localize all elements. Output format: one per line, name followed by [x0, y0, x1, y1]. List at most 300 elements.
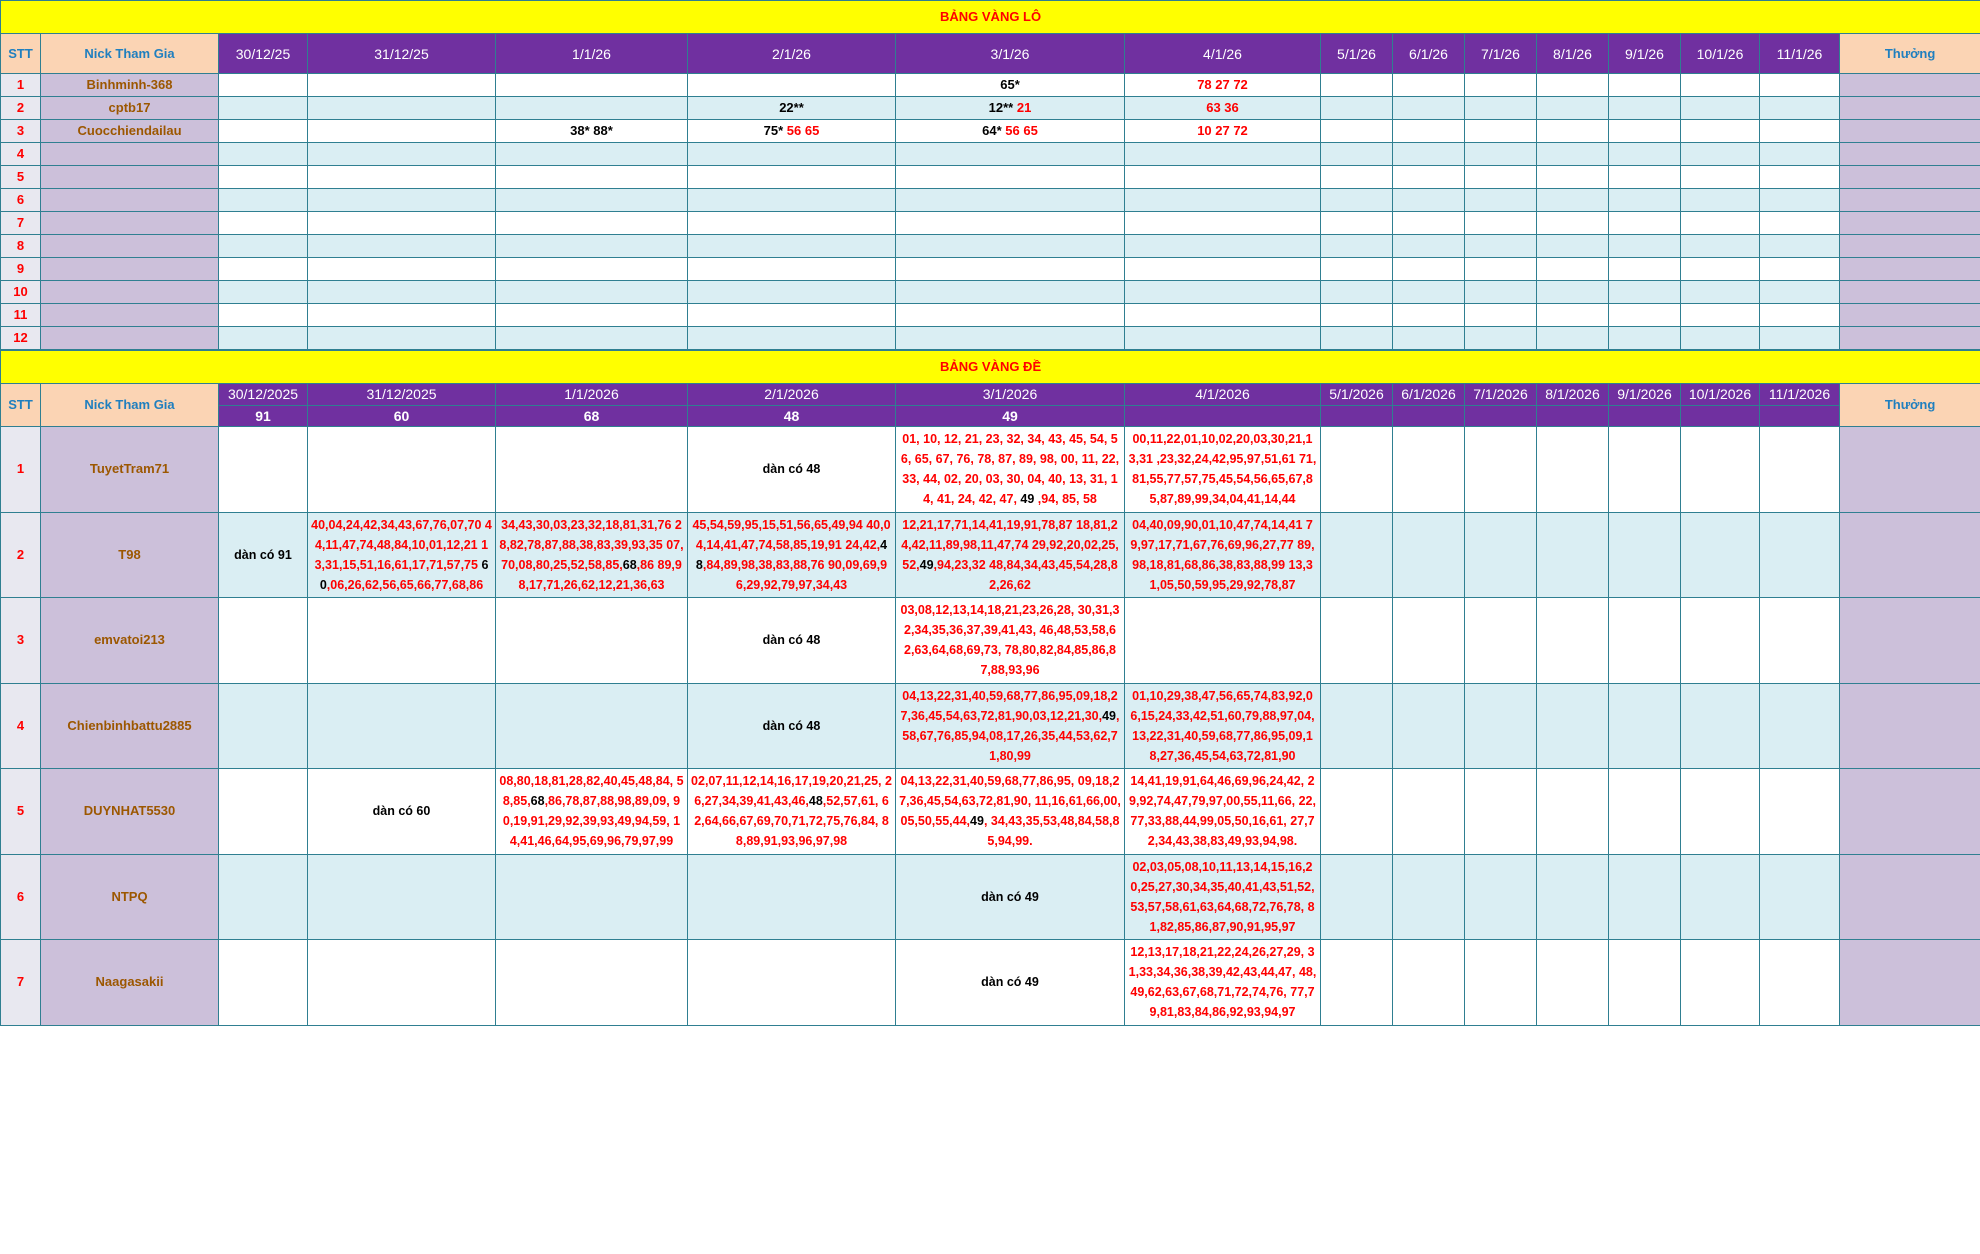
- prediction-cell[interactable]: [1321, 940, 1393, 1026]
- prediction-cell[interactable]: [1760, 189, 1840, 212]
- prediction-cell[interactable]: [1681, 769, 1760, 855]
- prediction-cell[interactable]: [308, 304, 496, 327]
- prediction-cell[interactable]: [1760, 327, 1840, 350]
- prediction-cell[interactable]: [1465, 74, 1537, 97]
- prediction-cell[interactable]: [896, 940, 1125, 1026]
- prediction-cell[interactable]: [1537, 235, 1609, 258]
- prediction-cell[interactable]: [688, 512, 896, 598]
- prediction-cell[interactable]: [1125, 258, 1321, 281]
- prediction-cell[interactable]: [1609, 854, 1681, 940]
- prediction-cell[interactable]: [1465, 512, 1537, 598]
- prediction-cell[interactable]: [219, 683, 308, 769]
- participant-nick[interactable]: [41, 258, 219, 281]
- prediction-cell[interactable]: [1321, 427, 1393, 513]
- prediction-cell[interactable]: [1125, 427, 1321, 513]
- reward-cell[interactable]: [1840, 212, 1980, 235]
- prediction-cell[interactable]: [1321, 97, 1393, 120]
- prediction-cell[interactable]: [219, 512, 308, 598]
- prediction-cell[interactable]: [1537, 940, 1609, 1026]
- participant-nick[interactable]: [41, 281, 219, 304]
- prediction-cell[interactable]: [308, 427, 496, 513]
- prediction-cell[interactable]: [896, 120, 1125, 143]
- prediction-cell[interactable]: [688, 281, 896, 304]
- prediction-cell[interactable]: [1681, 212, 1760, 235]
- prediction-cell[interactable]: [219, 327, 308, 350]
- prediction-cell[interactable]: [896, 281, 1125, 304]
- result-number: 68: [496, 406, 688, 427]
- prediction-cell[interactable]: [1393, 304, 1465, 327]
- reward-cell[interactable]: [1840, 683, 1980, 769]
- prediction-cell[interactable]: [1321, 854, 1393, 940]
- prediction-cell[interactable]: [1537, 74, 1609, 97]
- prediction-cell[interactable]: [1760, 166, 1840, 189]
- prediction-cell[interactable]: [1465, 854, 1537, 940]
- prediction-cell[interactable]: [219, 598, 308, 684]
- prediction-cell[interactable]: [1125, 512, 1321, 598]
- prediction-cell[interactable]: [688, 598, 896, 684]
- reward-cell[interactable]: [1840, 940, 1980, 1026]
- prediction-cell[interactable]: [1609, 97, 1681, 120]
- prediction-cell[interactable]: [1393, 769, 1465, 855]
- reward-cell[interactable]: [1840, 97, 1980, 120]
- prediction-cell[interactable]: [1321, 304, 1393, 327]
- prediction-cell[interactable]: [1393, 189, 1465, 212]
- reward-cell[interactable]: [1840, 512, 1980, 598]
- participant-nick[interactable]: [41, 327, 219, 350]
- prediction-cell[interactable]: [1465, 97, 1537, 120]
- table-row: [1, 281, 1980, 304]
- prediction-cell[interactable]: [1537, 769, 1609, 855]
- prediction-cell[interactable]: [1393, 74, 1465, 97]
- prediction-cell[interactable]: [1609, 120, 1681, 143]
- prediction-cell[interactable]: [496, 854, 688, 940]
- prediction-cell[interactable]: [896, 235, 1125, 258]
- reward-cell[interactable]: [1840, 281, 1980, 304]
- prediction-cell[interactable]: [219, 120, 308, 143]
- reward-cell[interactable]: [1840, 74, 1980, 97]
- prediction-cell[interactable]: [1609, 189, 1681, 212]
- result-number: [1537, 406, 1609, 427]
- reward-cell[interactable]: [1840, 143, 1980, 166]
- prediction-cell[interactable]: [896, 166, 1125, 189]
- prediction-cell[interactable]: [496, 427, 688, 513]
- prediction-cell[interactable]: [496, 327, 688, 350]
- prediction-cell[interactable]: [496, 166, 688, 189]
- cell-text: 65*: [1000, 77, 1020, 92]
- prediction-cell[interactable]: [308, 74, 496, 97]
- prediction-cell[interactable]: [1760, 598, 1840, 684]
- prediction-cell[interactable]: [496, 189, 688, 212]
- prediction-cell[interactable]: [688, 427, 896, 513]
- prediction-cell[interactable]: [219, 281, 308, 304]
- prediction-cell[interactable]: [1609, 74, 1681, 97]
- prediction-cell[interactable]: [1537, 189, 1609, 212]
- prediction-cell[interactable]: [1681, 304, 1760, 327]
- cell-text: 56 65: [1005, 123, 1038, 138]
- reward-cell[interactable]: [1840, 427, 1980, 513]
- prediction-cell[interactable]: [496, 683, 688, 769]
- prediction-cell[interactable]: [219, 189, 308, 212]
- prediction-cell[interactable]: [1321, 598, 1393, 684]
- cell-text: ,84,89,98,38,83,88,76 90,09,69,96,29,92,79,97,34,43: [702, 557, 888, 592]
- prediction-cell[interactable]: [1609, 327, 1681, 350]
- prediction-cell[interactable]: [1760, 235, 1840, 258]
- prediction-cell[interactable]: [308, 97, 496, 120]
- reward-cell[interactable]: [1840, 189, 1980, 212]
- prediction-cell[interactable]: [496, 598, 688, 684]
- prediction-cell[interactable]: [496, 512, 688, 598]
- prediction-cell[interactable]: [219, 258, 308, 281]
- prediction-cell[interactable]: [219, 854, 308, 940]
- participant-nick[interactable]: [41, 143, 219, 166]
- cell-text: dàn có 48: [762, 718, 821, 733]
- prediction-cell[interactable]: [688, 74, 896, 97]
- date-header: 11/1/2026: [1760, 384, 1840, 406]
- prediction-cell[interactable]: [688, 97, 896, 120]
- prediction-cell[interactable]: [1321, 281, 1393, 304]
- prediction-cell[interactable]: [1321, 769, 1393, 855]
- prediction-cell[interactable]: [1760, 683, 1840, 769]
- prediction-cell[interactable]: [896, 97, 1125, 120]
- reward-cell[interactable]: [1840, 304, 1980, 327]
- prediction-cell[interactable]: [219, 74, 308, 97]
- reward-cell[interactable]: [1840, 166, 1980, 189]
- prediction-cell[interactable]: [1760, 74, 1840, 97]
- prediction-cell[interactable]: [1760, 427, 1840, 513]
- prediction-cell[interactable]: [1609, 512, 1681, 598]
- prediction-cell[interactable]: [1393, 427, 1465, 513]
- prediction-cell[interactable]: [1681, 74, 1760, 97]
- prediction-cell[interactable]: [896, 143, 1125, 166]
- prediction-cell[interactable]: [219, 166, 308, 189]
- prediction-cell[interactable]: [308, 258, 496, 281]
- prediction-cell[interactable]: [1760, 258, 1840, 281]
- prediction-cell[interactable]: [1125, 327, 1321, 350]
- participant-nick[interactable]: T98: [41, 512, 219, 598]
- prediction-cell[interactable]: [1760, 940, 1840, 1026]
- prediction-cell[interactable]: [1537, 281, 1609, 304]
- prediction-cell[interactable]: [219, 235, 308, 258]
- participant-nick[interactable]: DUYNHAT5530: [41, 769, 219, 855]
- prediction-cell[interactable]: [1681, 512, 1760, 598]
- prediction-cell[interactable]: [219, 427, 308, 513]
- prediction-cell[interactable]: [496, 74, 688, 97]
- cell-text: 02,07,11,12,14,16,17,19,20,21,25, 26,27,34,39,41,43,46,: [691, 774, 892, 809]
- prediction-cell[interactable]: [1465, 235, 1537, 258]
- prediction-cell[interactable]: [1393, 940, 1465, 1026]
- date-header: 3/1/2026: [896, 384, 1125, 406]
- prediction-cell[interactable]: [1537, 258, 1609, 281]
- result-number: 91: [219, 406, 308, 427]
- prediction-cell[interactable]: [219, 769, 308, 855]
- prediction-cell[interactable]: [1125, 143, 1321, 166]
- prediction-cell[interactable]: [688, 189, 896, 212]
- prediction-cell[interactable]: [1760, 97, 1840, 120]
- prediction-cell[interactable]: [896, 74, 1125, 97]
- prediction-cell[interactable]: [1321, 212, 1393, 235]
- prediction-cell[interactable]: [1609, 258, 1681, 281]
- prediction-cell[interactable]: [1609, 235, 1681, 258]
- prediction-cell[interactable]: [1321, 683, 1393, 769]
- prediction-cell[interactable]: [1393, 854, 1465, 940]
- prediction-cell[interactable]: [688, 120, 896, 143]
- prediction-cell[interactable]: [308, 512, 496, 598]
- prediction-cell[interactable]: [1760, 281, 1840, 304]
- prediction-cell[interactable]: [1321, 512, 1393, 598]
- prediction-cell[interactable]: [496, 235, 688, 258]
- prediction-cell[interactable]: [496, 940, 688, 1026]
- prediction-cell[interactable]: [308, 940, 496, 1026]
- prediction-cell[interactable]: [1537, 97, 1609, 120]
- prediction-cell[interactable]: [308, 281, 496, 304]
- prediction-cell[interactable]: [1681, 281, 1760, 304]
- prediction-cell[interactable]: [1609, 166, 1681, 189]
- participant-nick[interactable]: Naagasakii: [41, 940, 219, 1026]
- prediction-cell[interactable]: [1609, 304, 1681, 327]
- prediction-cell[interactable]: [688, 143, 896, 166]
- prediction-cell[interactable]: [896, 427, 1125, 513]
- prediction-cell[interactable]: [1321, 327, 1393, 350]
- prediction-cell[interactable]: [1681, 166, 1760, 189]
- prediction-cell[interactable]: [1681, 327, 1760, 350]
- prediction-cell[interactable]: [1465, 327, 1537, 350]
- prediction-cell[interactable]: [496, 143, 688, 166]
- prediction-cell[interactable]: [496, 97, 688, 120]
- prediction-cell[interactable]: [896, 258, 1125, 281]
- prediction-cell[interactable]: [1393, 120, 1465, 143]
- prediction-cell[interactable]: [1465, 427, 1537, 513]
- prediction-cell[interactable]: [1125, 189, 1321, 212]
- prediction-cell[interactable]: [308, 327, 496, 350]
- prediction-cell[interactable]: [1393, 166, 1465, 189]
- participant-nick[interactable]: [41, 235, 219, 258]
- reward-cell[interactable]: [1840, 769, 1980, 855]
- prediction-cell[interactable]: [1537, 304, 1609, 327]
- prediction-cell[interactable]: [688, 327, 896, 350]
- reward-cell[interactable]: [1840, 854, 1980, 940]
- prediction-cell[interactable]: [688, 258, 896, 281]
- prediction-cell[interactable]: [1321, 235, 1393, 258]
- participant-nick[interactable]: [41, 189, 219, 212]
- prediction-cell[interactable]: [1609, 143, 1681, 166]
- prediction-cell[interactable]: [688, 304, 896, 327]
- prediction-cell[interactable]: [688, 166, 896, 189]
- prediction-cell[interactable]: [896, 512, 1125, 598]
- prediction-cell[interactable]: [1537, 120, 1609, 143]
- prediction-cell[interactable]: [1681, 120, 1760, 143]
- prediction-cell[interactable]: [308, 683, 496, 769]
- prediction-cell[interactable]: [896, 598, 1125, 684]
- prediction-cell[interactable]: [1760, 120, 1840, 143]
- prediction-cell[interactable]: [1681, 258, 1760, 281]
- prediction-cell[interactable]: [896, 769, 1125, 855]
- prediction-cell[interactable]: [1537, 166, 1609, 189]
- prediction-cell[interactable]: [1393, 258, 1465, 281]
- participant-nick[interactable]: [41, 304, 219, 327]
- prediction-cell[interactable]: [308, 235, 496, 258]
- prediction-cell[interactable]: [308, 854, 496, 940]
- prediction-cell[interactable]: [1609, 281, 1681, 304]
- prediction-cell[interactable]: [219, 304, 308, 327]
- prediction-cell[interactable]: [1537, 327, 1609, 350]
- prediction-cell[interactable]: [688, 683, 896, 769]
- prediction-cell[interactable]: [896, 212, 1125, 235]
- prediction-cell[interactable]: [1321, 258, 1393, 281]
- prediction-cell[interactable]: [1681, 683, 1760, 769]
- prediction-cell[interactable]: [1681, 598, 1760, 684]
- prediction-cell[interactable]: [1760, 212, 1840, 235]
- prediction-cell[interactable]: [896, 189, 1125, 212]
- prediction-cell[interactable]: [1465, 189, 1537, 212]
- prediction-cell[interactable]: [1465, 281, 1537, 304]
- prediction-cell[interactable]: [1681, 854, 1760, 940]
- prediction-cell[interactable]: [1393, 235, 1465, 258]
- prediction-cell[interactable]: [219, 940, 308, 1026]
- reward-cell[interactable]: [1840, 258, 1980, 281]
- prediction-cell[interactable]: [1125, 74, 1321, 97]
- prediction-cell[interactable]: [1465, 304, 1537, 327]
- prediction-cell[interactable]: [1609, 212, 1681, 235]
- prediction-cell[interactable]: [1537, 212, 1609, 235]
- prediction-cell[interactable]: [308, 212, 496, 235]
- prediction-cell[interactable]: [688, 212, 896, 235]
- prediction-cell[interactable]: [1125, 212, 1321, 235]
- prediction-cell[interactable]: [1465, 598, 1537, 684]
- prediction-cell[interactable]: [1465, 258, 1537, 281]
- prediction-cell[interactable]: [1609, 598, 1681, 684]
- prediction-cell[interactable]: [308, 166, 496, 189]
- prediction-cell[interactable]: [1125, 769, 1321, 855]
- prediction-cell[interactable]: [496, 769, 688, 855]
- reward-cell[interactable]: [1840, 235, 1980, 258]
- prediction-cell[interactable]: [1125, 281, 1321, 304]
- prediction-cell[interactable]: [688, 940, 896, 1026]
- prediction-cell[interactable]: [1465, 683, 1537, 769]
- prediction-cell[interactable]: [1537, 598, 1609, 684]
- prediction-cell[interactable]: [308, 769, 496, 855]
- prediction-cell[interactable]: [1125, 97, 1321, 120]
- prediction-cell[interactable]: [896, 327, 1125, 350]
- prediction-cell[interactable]: [688, 235, 896, 258]
- prediction-cell[interactable]: [896, 304, 1125, 327]
- prediction-cell[interactable]: [1125, 854, 1321, 940]
- prediction-cell[interactable]: [308, 120, 496, 143]
- prediction-cell[interactable]: [1760, 143, 1840, 166]
- prediction-cell[interactable]: [219, 143, 308, 166]
- prediction-cell[interactable]: [308, 189, 496, 212]
- prediction-cell[interactable]: [1681, 143, 1760, 166]
- participant-nick[interactable]: Binhminh-368: [41, 74, 219, 97]
- prediction-cell[interactable]: [1465, 143, 1537, 166]
- prediction-cell[interactable]: [496, 212, 688, 235]
- prediction-cell[interactable]: [1760, 854, 1840, 940]
- prediction-cell[interactable]: [1760, 512, 1840, 598]
- reward-cell[interactable]: [1840, 327, 1980, 350]
- participant-nick[interactable]: TuyetTram71: [41, 427, 219, 513]
- prediction-cell[interactable]: [1681, 189, 1760, 212]
- prediction-cell[interactable]: [1125, 683, 1321, 769]
- prediction-cell[interactable]: [1125, 598, 1321, 684]
- prediction-cell[interactable]: [1393, 281, 1465, 304]
- prediction-cell[interactable]: [219, 97, 308, 120]
- prediction-cell[interactable]: [1681, 235, 1760, 258]
- prediction-cell[interactable]: [1125, 940, 1321, 1026]
- date-header: 4/1/2026: [1125, 384, 1321, 406]
- prediction-cell[interactable]: [1393, 212, 1465, 235]
- prediction-cell[interactable]: [1393, 683, 1465, 769]
- prediction-cell[interactable]: [1609, 683, 1681, 769]
- participant-nick[interactable]: cptb17: [41, 97, 219, 120]
- prediction-cell[interactable]: [1465, 769, 1537, 855]
- reward-cell[interactable]: [1840, 598, 1980, 684]
- participant-nick[interactable]: Chienbinhbattu2885: [41, 683, 219, 769]
- prediction-cell[interactable]: [219, 212, 308, 235]
- prediction-cell[interactable]: [688, 769, 896, 855]
- prediction-cell[interactable]: [308, 143, 496, 166]
- prediction-cell[interactable]: [1681, 940, 1760, 1026]
- prediction-cell[interactable]: [1321, 166, 1393, 189]
- participant-nick[interactable]: Cuocchiendailau: [41, 120, 219, 143]
- prediction-cell[interactable]: [1609, 940, 1681, 1026]
- prediction-cell[interactable]: [1465, 212, 1537, 235]
- prediction-cell[interactable]: [1393, 598, 1465, 684]
- reward-cell[interactable]: [1840, 120, 1980, 143]
- prediction-cell[interactable]: [1125, 166, 1321, 189]
- prediction-cell[interactable]: [1125, 120, 1321, 143]
- prediction-cell[interactable]: [1465, 166, 1537, 189]
- date-header: 31/12/2025: [308, 384, 496, 406]
- prediction-cell[interactable]: [1465, 120, 1537, 143]
- prediction-cell[interactable]: [1393, 97, 1465, 120]
- prediction-cell[interactable]: [1681, 427, 1760, 513]
- cell-text: 49: [1102, 708, 1116, 723]
- prediction-cell[interactable]: [496, 304, 688, 327]
- participant-nick[interactable]: emvatoi213: [41, 598, 219, 684]
- prediction-cell[interactable]: [1537, 512, 1609, 598]
- prediction-cell[interactable]: [496, 120, 688, 143]
- prediction-cell[interactable]: [1393, 327, 1465, 350]
- prediction-cell[interactable]: [1760, 769, 1840, 855]
- prediction-cell[interactable]: [1321, 74, 1393, 97]
- prediction-cell[interactable]: [688, 854, 896, 940]
- prediction-cell[interactable]: [1537, 143, 1609, 166]
- prediction-cell[interactable]: [496, 258, 688, 281]
- participant-nick[interactable]: NTPQ: [41, 854, 219, 940]
- prediction-cell[interactable]: [1125, 304, 1321, 327]
- prediction-cell[interactable]: [1537, 683, 1609, 769]
- prediction-cell[interactable]: [896, 683, 1125, 769]
- prediction-cell[interactable]: [1321, 120, 1393, 143]
- prediction-cell[interactable]: [496, 281, 688, 304]
- prediction-cell[interactable]: [1321, 143, 1393, 166]
- prediction-cell[interactable]: [1681, 97, 1760, 120]
- prediction-cell[interactable]: [896, 854, 1125, 940]
- prediction-cell[interactable]: [308, 598, 496, 684]
- prediction-cell[interactable]: [1321, 189, 1393, 212]
- prediction-cell[interactable]: [1609, 769, 1681, 855]
- prediction-cell[interactable]: [1609, 427, 1681, 513]
- prediction-cell[interactable]: [1537, 427, 1609, 513]
- table-row: [1, 74, 1980, 97]
- prediction-cell[interactable]: [1537, 854, 1609, 940]
- participant-nick[interactable]: [41, 212, 219, 235]
- prediction-cell[interactable]: [1393, 143, 1465, 166]
- prediction-cell[interactable]: [1760, 304, 1840, 327]
- prediction-cell[interactable]: [1393, 512, 1465, 598]
- prediction-cell[interactable]: [1465, 940, 1537, 1026]
- prediction-cell[interactable]: [1125, 235, 1321, 258]
- participant-nick[interactable]: [41, 166, 219, 189]
